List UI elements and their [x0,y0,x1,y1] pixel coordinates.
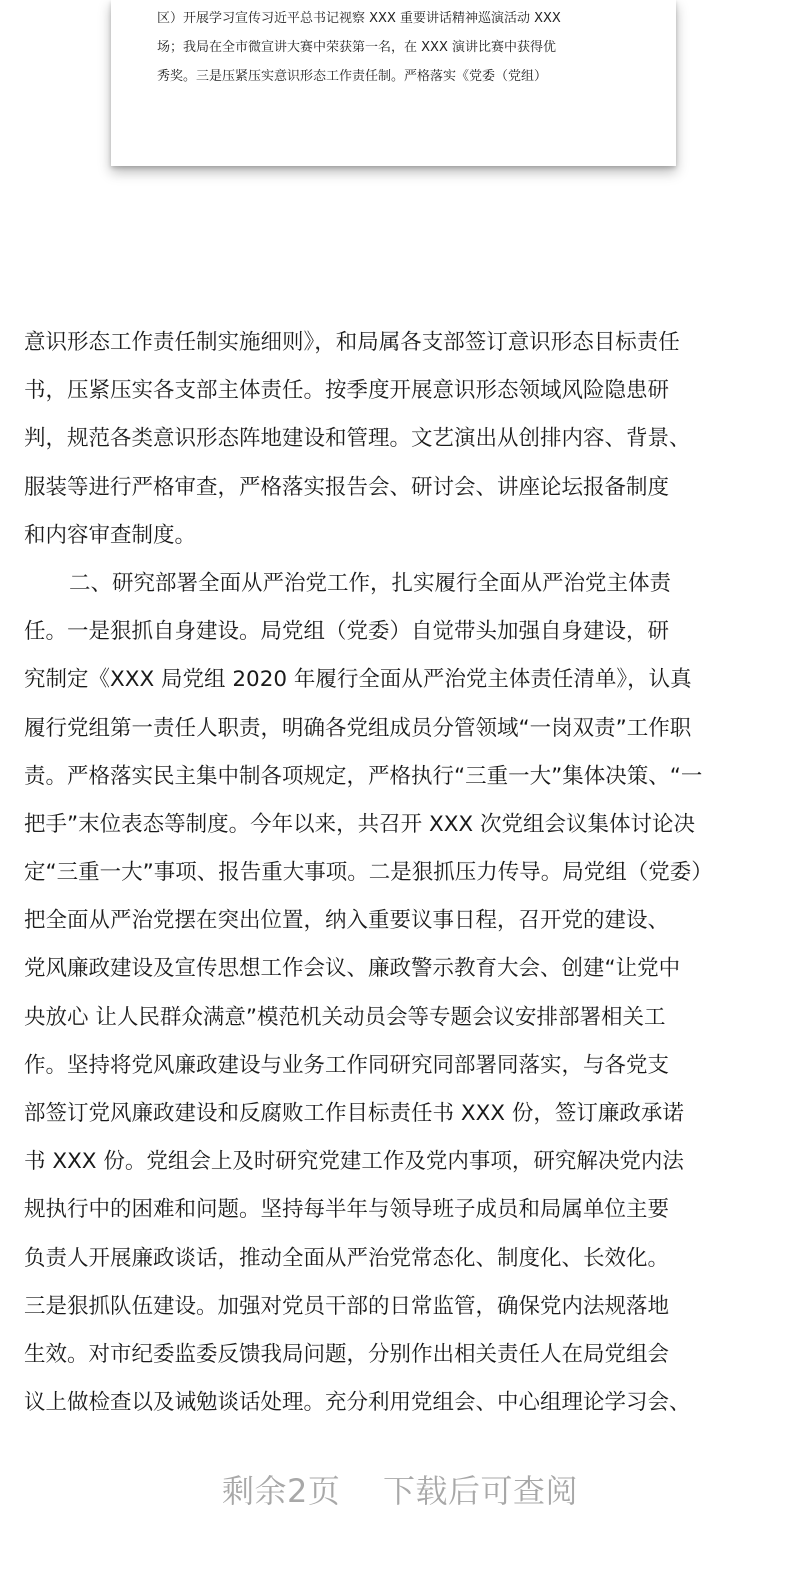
body-line: 议上做检查以及诫勉谈话处理。充分利用党组会、中心组理论学习会、 [24,1390,691,1416]
preview-line: 区）开展学习宣传习近平总书记视察 XXX 重要讲话精神巡演活动 XXX [157,11,561,26]
body-line: 负责人开展廉政谈话，推动全面从严治党常态化、制度化、长效化。 [24,1245,670,1271]
body-line: 作。坚持将党风廉政建设与业务工作同研究同部署同落实，与各党支 [24,1052,670,1078]
body-line: 党风廉政建设及宣传思想工作会议、廉政警示教育大会、创建“让党中 [24,956,681,982]
body-line: 和内容审查制度。 [24,522,197,548]
document-body [24,319,776,1427]
body-line: 央放心 让人民群众满意”模范机关动员会等专题会议安排部署相关工 [24,1004,666,1030]
body-line: 三是狠抓队伍建设。加强对党员干部的日常监管，确保党内法规落地 [24,1293,670,1319]
remaining-pages-label[interactable]: 剩余2页 [221,1472,341,1510]
preview-page-card [111,0,676,166]
body-line: 履行党组第一责任人职责，明确各党组成员分管领域“一岗双责”工作职 [24,715,692,741]
section-heading-line: 二、研究部署全面从严治党工作，扎实履行全面从严治党主体责 [69,570,672,596]
body-line: 责。严格落实民主集中制各项规定，严格执行“三重一大”集体决策、“一 [24,763,703,789]
body-line: 意识形态工作责任制实施细则》，和局属各支部签订意识形态目标责任 [24,330,680,355]
download-hint-label[interactable]: 下载后可查阅 [383,1472,579,1510]
body-line: 任。一是狠抓自身建设。局党组（党委）自觉带头加强自身建设，研 [24,619,670,645]
body-line: 部签订党风廉政建设和反腐败工作目标责任书 XXX 份，签订廉政承诺 [24,1101,684,1126]
body-line: 判，规范各类意识形态阵地建设和管理。文艺演出从创排内容、背景、 [24,426,691,452]
body-line: 把全面从严治党摆在突出位置，纳入重要议事日程，召开党的建设、 [24,908,670,934]
body-line: 规执行中的困难和问题。坚持每半年与领导班子成员和局属单位主要 [24,1197,670,1223]
body-line: 生效。对市纪委监委反馈我局问题，分别作出相关责任人在局党组会 [24,1341,670,1367]
body-line: 把手”末位表态等制度。今年以来，共召开 XXX 次党组会议集体讨论决 [24,811,695,837]
preview-line: 秀奖。三是压紧压实意识形态工作责任制。严格落实《党委（党组） [157,69,548,84]
body-line: 定“三重一大”事项、报告重大事项。二是狠抓压力传导。局党组（党委） [24,860,713,886]
body-line: 书 XXX 份。党组会上及时研究党建工作及党内事项，研究解决党内法 [24,1149,684,1175]
body-line: 书，压紧压实各支部主体责任。按季度开展意识形态领域风险隐患研 [24,378,670,404]
preview-line: 场；我局在全市微宣讲大赛中荣获第一名，在 XXX 演讲比赛中获得优 [157,40,556,55]
download-prompt[interactable] [0,1466,800,1512]
body-line: 究制定《XXX 局党组 2020 年履行全面从严治党主体责任清单》，认真 [24,667,692,693]
body-line: 服装等进行严格审查，严格落实报告会、研讨会、讲座论坛报备制度 [24,474,670,500]
